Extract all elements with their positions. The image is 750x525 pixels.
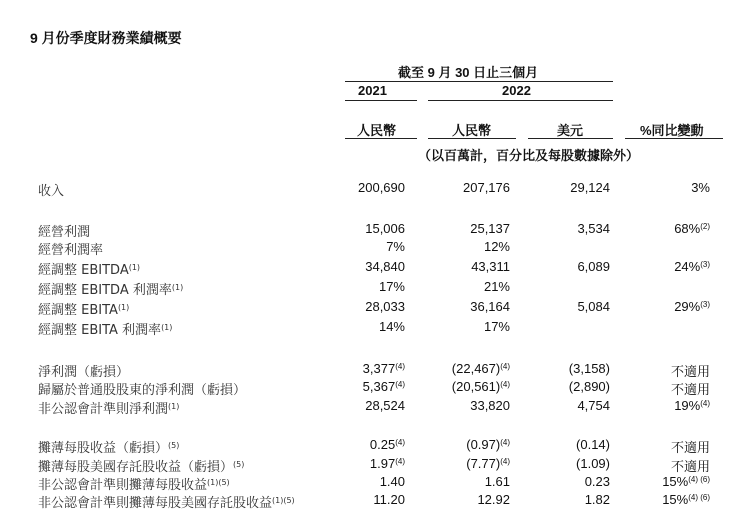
row-label-text: 經調整 EBITDA	[38, 263, 129, 278]
row-label	[38, 456, 244, 475]
table-row	[0, 299, 750, 318]
table-row	[0, 398, 750, 417]
cell-rmb-2022	[463, 180, 510, 195]
footnote-marker: (3)	[700, 260, 710, 269]
row-label	[38, 259, 140, 278]
cell-yoy-change	[671, 456, 710, 475]
row-label-text: 收入	[38, 184, 65, 199]
footnote-marker: (1)(5)	[272, 496, 295, 505]
footnote-marker: (4) (6)	[688, 475, 710, 484]
cell-rmb-2022	[484, 239, 510, 254]
footnote-marker: (4)	[500, 362, 510, 371]
cell-usd-2022-value: 4,754	[577, 398, 610, 413]
cell-rmb-2021-value: 0.25	[369, 437, 396, 452]
row-label	[38, 474, 230, 493]
row-label-text: 經營利潤率	[38, 243, 104, 258]
cell-yoy-change-value: 19%	[674, 398, 701, 413]
cell-rmb-2021-value: 1.97	[369, 456, 396, 471]
cell-yoy-change-value: 不適用	[670, 440, 710, 455]
row-label-text: 歸屬於普通股股東的淨利潤（虧損）	[38, 383, 247, 398]
col-underline-rmb-2022	[428, 138, 516, 139]
row-label-text: 攤薄每股收益（虧損）	[38, 441, 169, 456]
footnote-marker: (4)	[395, 438, 405, 447]
table-row	[0, 180, 750, 199]
footnote-marker: (4)	[500, 380, 510, 389]
year-2021-header: 2021	[358, 83, 387, 98]
cell-yoy-change	[671, 379, 710, 398]
row-label-text: 經調整 EBITA	[38, 303, 118, 318]
row-label	[38, 492, 295, 511]
cell-yoy-change-value: 68%	[674, 221, 701, 236]
cell-rmb-2021-value: 11.20	[373, 492, 405, 507]
cell-yoy-change	[674, 299, 710, 314]
footnote-marker: (3)	[700, 300, 710, 309]
footnote-marker: (1)(5)	[207, 478, 230, 487]
cell-rmb-2021	[380, 474, 405, 489]
row-label-text: 非公認會計準則攤薄每股美國存託股收益	[38, 496, 273, 511]
cell-yoy-change-value: 不適用	[670, 382, 710, 397]
cell-rmb-2022-value: 36,164	[470, 299, 510, 314]
cell-usd-2022-value: 5,084	[577, 299, 610, 314]
year-2021-underline	[345, 100, 417, 101]
cell-rmb-2022-value: (0.97)	[466, 437, 501, 452]
cell-rmb-2022	[452, 379, 510, 394]
cell-rmb-2021	[365, 221, 405, 236]
cell-rmb-2021	[363, 379, 405, 394]
row-label-text: 經調整 EBITDA 利潤率	[38, 283, 172, 298]
cell-yoy-change	[671, 437, 710, 456]
cell-rmb-2022	[470, 398, 510, 413]
footnote-marker: (5)	[233, 460, 245, 469]
footnote-marker: (1)	[168, 402, 180, 411]
row-label-text: 淨利潤（虧損）	[38, 365, 130, 380]
cell-rmb-2021	[379, 319, 405, 334]
year-2022-header: 2022	[502, 83, 531, 98]
cell-rmb-2021	[373, 492, 405, 507]
cell-rmb-2022	[470, 221, 510, 236]
footnote-marker: (4)	[500, 457, 510, 466]
cell-rmb-2022-value: 207,176	[463, 180, 510, 195]
cell-rmb-2021	[365, 259, 405, 274]
cell-rmb-2021-value: 1.40	[379, 474, 405, 489]
row-label	[38, 379, 246, 398]
cell-rmb-2022-value: (20,561)	[451, 379, 501, 394]
footnote-marker: (4) (6)	[688, 493, 710, 502]
cell-yoy-change	[671, 361, 710, 380]
cell-rmb-2022-value: 21%	[483, 279, 510, 294]
cell-yoy-change	[674, 398, 710, 413]
cell-rmb-2022	[471, 259, 510, 274]
cell-rmb-2021-value: 17%	[378, 279, 405, 294]
table-row	[0, 259, 750, 278]
col-header-rmb-2022: 人民幣	[452, 123, 492, 138]
cell-rmb-2021	[358, 180, 405, 195]
cell-rmb-2021	[379, 279, 405, 294]
cell-rmb-2021-value: 14%	[378, 319, 405, 334]
row-label	[38, 279, 183, 298]
row-label-text: 非公認會計準則攤薄每股收益	[38, 478, 208, 493]
cell-rmb-2022-value: 25,137	[470, 221, 510, 236]
cell-rmb-2021	[365, 398, 405, 413]
footnote-marker: (1)	[171, 283, 184, 292]
cell-yoy-change-value: 不適用	[670, 364, 710, 379]
cell-rmb-2022-value: (7.77)	[466, 456, 501, 471]
table-row	[0, 456, 750, 475]
cell-rmb-2022-value: 33,820	[470, 398, 510, 413]
footnote-marker: (4)	[395, 380, 405, 389]
col-underline-rmb-2021	[345, 138, 417, 139]
row-label	[38, 319, 172, 338]
footnote-marker: (2)	[700, 222, 710, 231]
col-underline-yoy	[625, 138, 723, 139]
cell-rmb-2021	[386, 239, 405, 254]
cell-usd-2022	[577, 299, 610, 314]
year-2022-underline	[428, 100, 613, 101]
table-row	[0, 474, 750, 493]
cell-usd-2022	[570, 180, 610, 195]
row-label-text: 經調整 EBITA 利潤率	[38, 323, 162, 338]
row-label-text: 非公認會計準則淨利潤	[38, 402, 169, 417]
row-label-text: 攤薄每股美國存託股收益（虧損）	[38, 460, 234, 475]
cell-usd-2022-value: 29,124	[570, 180, 610, 195]
row-label	[38, 180, 64, 199]
cell-yoy-change-value: 24%	[674, 259, 701, 274]
cell-rmb-2021-value: 5,367	[362, 379, 396, 394]
cell-yoy-change	[674, 259, 710, 274]
cell-rmb-2022	[466, 456, 510, 471]
table-row	[0, 361, 750, 380]
cell-rmb-2022-value: 17%	[483, 319, 510, 334]
table-row	[0, 221, 750, 240]
footnote-marker: (4)	[700, 399, 710, 408]
cell-rmb-2021	[370, 437, 405, 452]
cell-usd-2022	[577, 398, 610, 413]
table-row	[0, 279, 750, 298]
cell-rmb-2021-value: 28,033	[365, 299, 405, 314]
cell-usd-2022	[585, 492, 610, 507]
cell-usd-2022	[577, 221, 610, 236]
table-row	[0, 437, 750, 456]
row-label	[38, 299, 129, 318]
cell-rmb-2021-value: 15,006	[365, 221, 405, 236]
footnote-marker: (4)	[395, 362, 405, 371]
row-label-text: 經營利潤	[38, 225, 91, 240]
cell-usd-2022	[576, 456, 610, 471]
cell-rmb-2022-value: 43,311	[471, 259, 510, 274]
cell-rmb-2021	[370, 456, 405, 471]
cell-yoy-change	[691, 180, 710, 195]
cell-usd-2022-value: (2,890)	[568, 379, 610, 394]
cell-yoy-change-value: 29%	[674, 299, 701, 314]
cell-yoy-change	[674, 221, 710, 236]
cell-rmb-2022	[466, 437, 510, 452]
table-row	[0, 492, 750, 511]
cell-rmb-2022-value: 12%	[483, 239, 510, 254]
cell-rmb-2021-value: 7%	[386, 239, 405, 254]
cell-usd-2022	[569, 379, 610, 394]
cell-usd-2022-value: (1.09)	[576, 456, 610, 471]
cell-usd-2022-value: (3,158)	[568, 361, 610, 376]
cell-rmb-2022	[484, 319, 510, 334]
period-header: 截至 9 月 30 日止三個月	[398, 65, 539, 80]
cell-usd-2022-value: 3,534	[577, 221, 610, 236]
col-underline-usd	[528, 138, 613, 139]
col-header-yoy: %同比變動	[640, 123, 704, 138]
cell-yoy-change	[662, 474, 710, 489]
cell-usd-2022	[585, 474, 610, 489]
col-header-rmb-2021: 人民幣	[357, 123, 397, 138]
cell-rmb-2022-value: 1.61	[484, 474, 510, 489]
cell-rmb-2021-value: 28,524	[365, 398, 405, 413]
cell-rmb-2022	[485, 474, 510, 489]
cell-usd-2022-value: (0.14)	[576, 437, 610, 452]
row-label	[38, 221, 90, 240]
cell-rmb-2021-value: 200,690	[358, 180, 405, 195]
page-title: 9 月份季度財務業績概要	[30, 30, 182, 46]
period-underline	[345, 81, 613, 82]
cell-rmb-2021-value: 34,840	[365, 259, 405, 274]
footnote-marker: (1)	[161, 323, 173, 332]
table-row	[0, 319, 750, 338]
row-label	[38, 437, 179, 456]
footnote-marker: (5)	[168, 441, 180, 450]
table-row	[0, 239, 750, 258]
units-note: （以百萬計，百分比及每股數據除外）	[418, 148, 640, 163]
cell-yoy-change-value: 3%	[691, 180, 710, 195]
cell-yoy-change-value: 15%	[662, 492, 689, 507]
cell-rmb-2021-value: 3,377	[362, 361, 396, 376]
cell-usd-2022-value: 6,089	[577, 259, 610, 274]
cell-usd-2022	[569, 361, 610, 376]
cell-rmb-2022-value: (22,467)	[451, 361, 501, 376]
cell-usd-2022-value: 0.23	[584, 474, 610, 489]
cell-rmb-2022	[470, 299, 510, 314]
cell-rmb-2021	[365, 299, 405, 314]
cell-rmb-2022	[477, 492, 510, 507]
footnote-marker: (4)	[500, 438, 510, 447]
table-row	[0, 379, 750, 398]
cell-rmb-2022-value: 12.92	[477, 492, 510, 507]
footnote-marker: (1)	[128, 263, 141, 272]
footnote-marker: (1)	[117, 303, 130, 312]
row-label	[38, 239, 103, 258]
cell-yoy-change-value: 不適用	[670, 459, 710, 474]
cell-rmb-2022	[484, 279, 510, 294]
cell-usd-2022	[576, 437, 610, 452]
cell-usd-2022	[577, 259, 610, 274]
cell-rmb-2021	[363, 361, 405, 376]
row-label	[38, 361, 129, 380]
cell-yoy-change-value: 15%	[662, 474, 689, 489]
cell-rmb-2022	[452, 361, 510, 376]
cell-yoy-change	[662, 492, 710, 507]
footnote-marker: (4)	[395, 457, 405, 466]
col-header-usd: 美元	[557, 123, 584, 138]
row-label	[38, 398, 179, 417]
cell-usd-2022-value: 1.82	[584, 492, 610, 507]
